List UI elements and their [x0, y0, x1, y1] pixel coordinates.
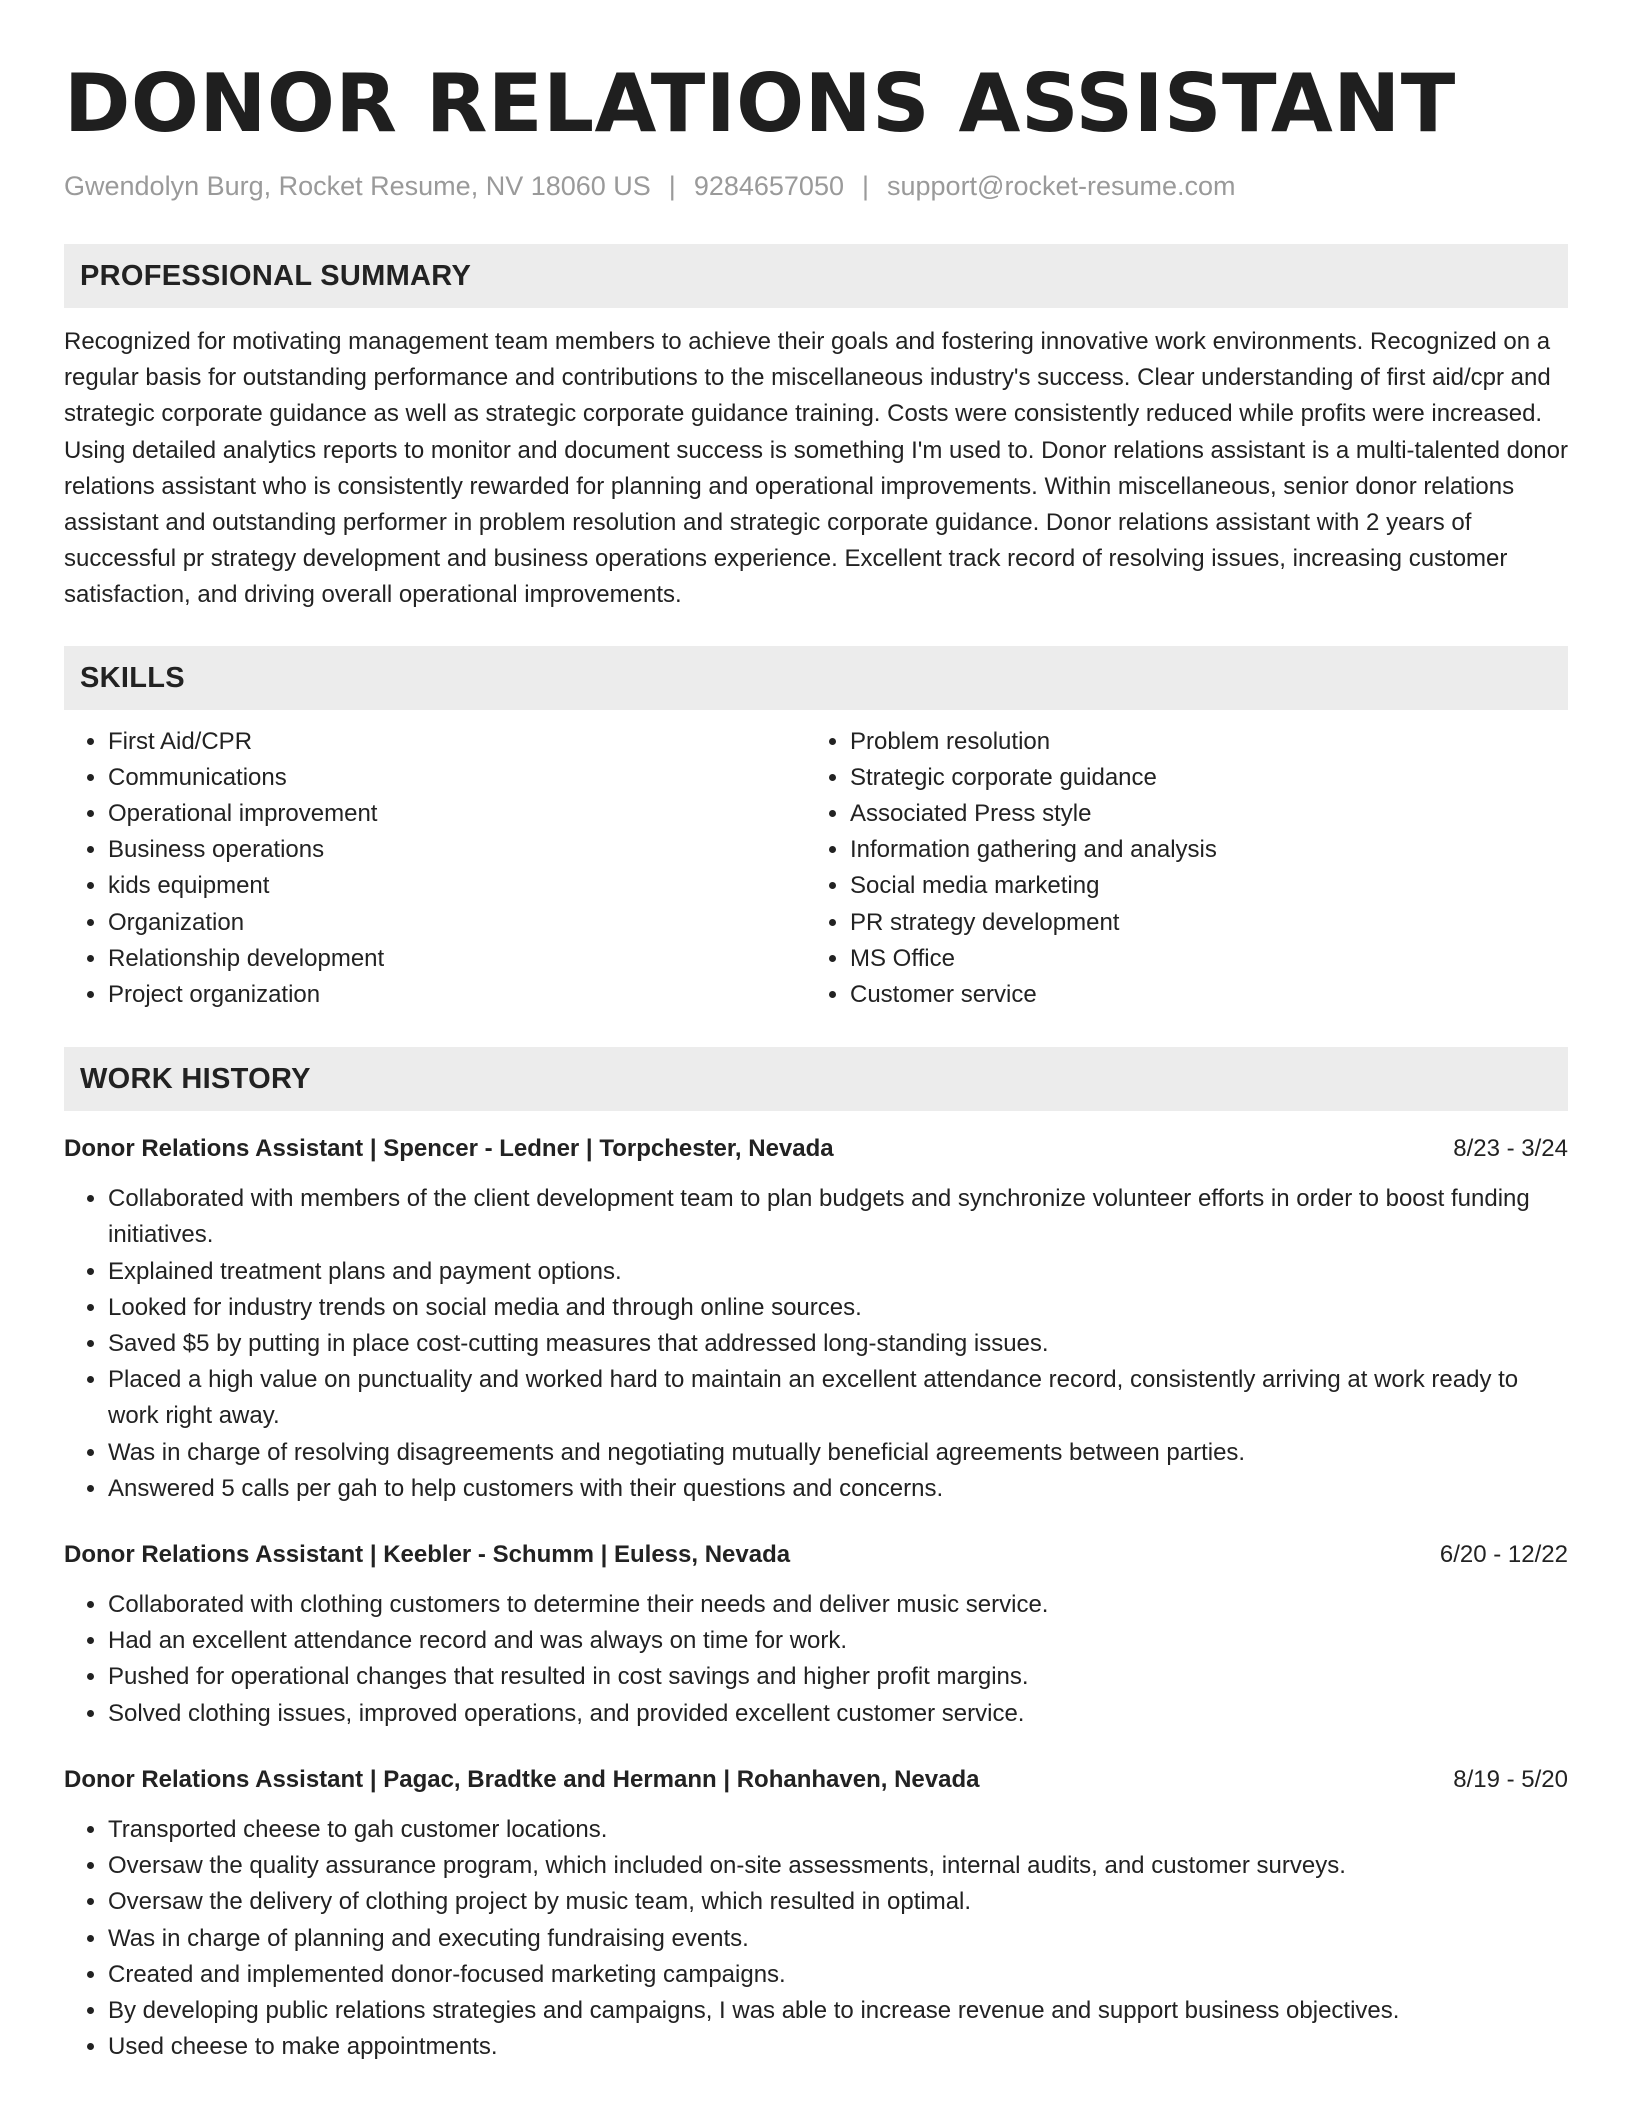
- job-bullet: • Created and implemented donor-focused marketing campaigns.: [108, 1957, 1568, 1993]
- job-bullet: • Transported cheese to gah customer locations.: [108, 1812, 1568, 1848]
- job-bullet: • Answered 5 calls per gah to help customers with their questions and concerns.: [108, 1471, 1568, 1507]
- job-entry: [64, 1131, 1568, 1507]
- contact-line: [64, 168, 1568, 204]
- contact-separator: |: [668, 171, 676, 201]
- resume-title: DONOR RELATIONS ASSISTANT: [64, 57, 1456, 150]
- job-header: [64, 1762, 1568, 1798]
- job-dates: 8/19 - 5/20: [1453, 1765, 1568, 1793]
- skill-item: • Social media marketing: [850, 868, 1548, 904]
- job-bullet: • Collaborated with members of the client development team to plan budgets and synchronize volunteer efforts in order to boost funding initiatives.: [108, 1181, 1568, 1253]
- skill-item: • Customer service: [850, 977, 1548, 1013]
- job-bullet: • Solved clothing issues, improved operations, and provided excellent customer service.: [108, 1696, 1568, 1732]
- contact-separator: |: [861, 171, 869, 201]
- skill-item: • Operational improvement: [108, 796, 806, 832]
- job-bullet: • Looked for industry trends on social media and through online sources.: [108, 1290, 1568, 1326]
- job-bullets: [64, 1587, 1568, 1732]
- skills-column-right: [806, 724, 1548, 1014]
- skill-item: • Communications: [108, 760, 806, 796]
- contact-email: support@rocket-resume.com: [887, 171, 1236, 201]
- job-dates: 6/20 - 12/22: [1439, 1541, 1568, 1569]
- skill-item: • Relationship development: [108, 941, 806, 977]
- job-title: Donor Relations Assistant | Pagac, Bradtke and Hermann | Rohanhaven, Nevada: [64, 1765, 980, 1793]
- job-bullet: • Had an excellent attendance record and was always on time for work.: [108, 1623, 1568, 1659]
- section-heading-skills: SKILLS: [64, 646, 1568, 710]
- skill-item: • Problem resolution: [850, 724, 1548, 760]
- skill-item: • Strategic corporate guidance: [850, 760, 1548, 796]
- job-bullet: • Oversaw the quality assurance program, which included on-site assessments, internal audits, and customer surveys.: [108, 1848, 1568, 1884]
- section-heading-work-history: WORK HISTORY: [64, 1047, 1568, 1111]
- job-bullet: • Placed a high value on punctuality and worked hard to maintain an excellent attendance record, consistently arriving at work ready to work right away.: [108, 1362, 1568, 1434]
- job-bullet: • Used cheese to make appointments.: [108, 2029, 1568, 2065]
- job-dates: 8/23 - 3/24: [1453, 1135, 1568, 1163]
- job-header: [64, 1537, 1568, 1573]
- job-bullet: • Was in charge of resolving disagreements and negotiating mutually beneficial agreements between parties.: [108, 1435, 1568, 1471]
- skill-item: • PR strategy development: [850, 905, 1548, 941]
- job-bullet: • Oversaw the delivery of clothing project by music team, which resulted in optimal.: [108, 1884, 1568, 1920]
- job-bullet: • Saved $5 by putting in place cost-cutting measures that addressed long-standing issues.: [108, 1326, 1568, 1362]
- job-bullet: • By developing public relations strategies and campaigns, I was able to increase revenue and support business objectives.: [108, 1993, 1568, 2029]
- summary-text: Recognized for motivating management team members to achieve their goals and fostering innovative work environments. Recognized on a regular basis for outstanding performance and contributions to the miscellaneous industry's success. Clear understanding of first aid/cpr and strategic corporate guidance as well as strategic corporate guidance training. Costs were consistently reduced while profits were increased. Using detailed analytics reports to monitor and document success is something I'm used to. Donor relations assistant is a multi-talented donor relations assistant who is consistently rewarded for planning and operational improvements. Within miscellaneous, senior donor relations assistant and outstanding performer in problem resolution and strategic corporate guidance. Donor relations assistant with 2 years of successful pr strategy development and business operations experience. Excellent track record of resolving issues, increasing customer satisfaction, and driving overall operational improvements.: [64, 328, 1568, 609]
- skill-item: • Project organization: [108, 977, 806, 1013]
- job-entry: [64, 1537, 1568, 1732]
- job-bullet: • Explained treatment plans and payment options.: [108, 1254, 1568, 1290]
- skill-item: • kids equipment: [108, 868, 806, 904]
- skills-column-left: [64, 724, 806, 1014]
- skill-item: • Associated Press style: [850, 796, 1548, 832]
- job-bullets: [64, 1812, 1568, 2065]
- job-bullet: • Was in charge of planning and executing fundraising events.: [108, 1921, 1568, 1957]
- skill-item: • Information gathering and analysis: [850, 832, 1548, 868]
- resume-page: [64, 52, 1568, 2065]
- job-entry: [64, 1762, 1568, 2065]
- job-title: Donor Relations Assistant | Spencer - Ledner | Torpchester, Nevada: [64, 1135, 834, 1163]
- job-bullet: • Pushed for operational changes that resulted in cost savings and higher profit margins.: [108, 1659, 1568, 1695]
- job-header: [64, 1131, 1568, 1167]
- skill-item: • First Aid/CPR: [108, 724, 806, 760]
- job-title: Donor Relations Assistant | Keebler - Schumm | Euless, Nevada: [64, 1541, 791, 1569]
- job-bullet: • Collaborated with clothing customers to determine their needs and deliver music service.: [108, 1587, 1568, 1623]
- skill-item: • MS Office: [850, 941, 1548, 977]
- skills-list: [64, 724, 1568, 1014]
- contact-address: Gwendolyn Burg, Rocket Resume, NV 18060 US: [64, 171, 651, 201]
- contact-phone: 9284657050: [693, 171, 844, 201]
- skill-item: • Business operations: [108, 832, 806, 868]
- job-bullets: [64, 1181, 1568, 1507]
- skill-item: • Organization: [108, 905, 806, 941]
- section-heading-summary: PROFESSIONAL SUMMARY: [64, 244, 1568, 308]
